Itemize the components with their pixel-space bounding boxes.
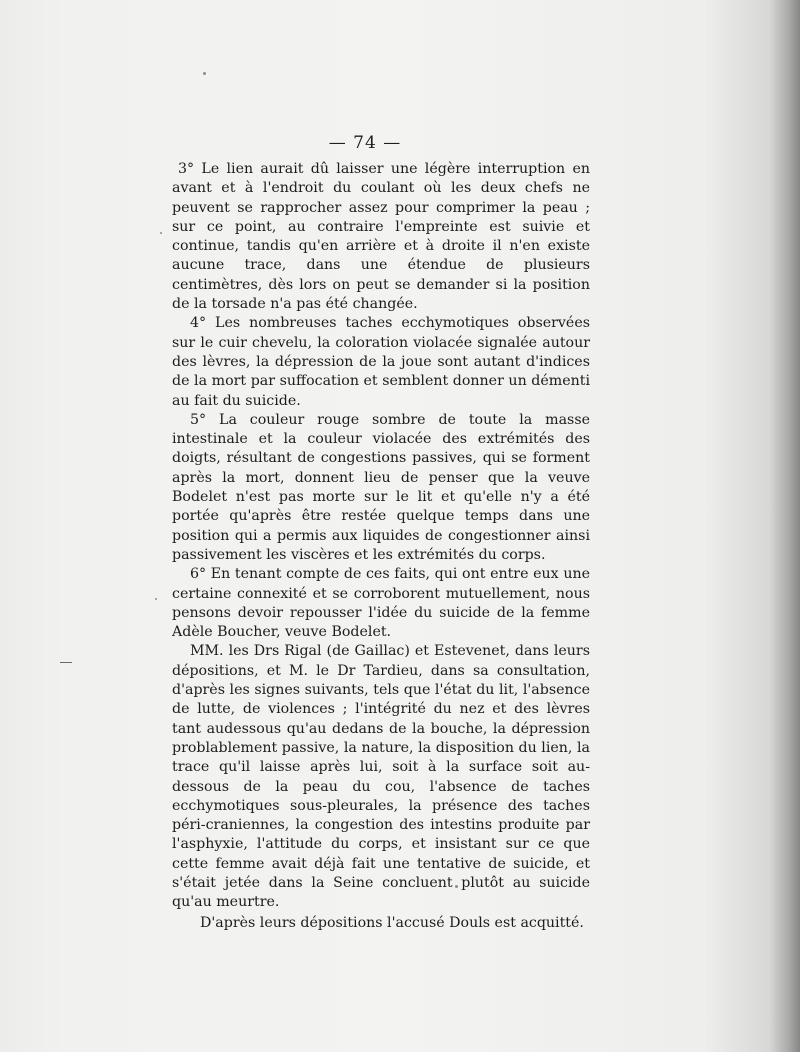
paragraph-3: 3° Le lien aurait dû laisser une légère interruption en avant et à l'endroit du coulant où les deux chefs ne peuvent se rapprocher assez pour comprimer la peau ; sur ce point, au contraire l'empreinte est suivie et continue, tandis qu'en arrière et à droite il n'en existe aucune trace, dans une étendue de plusieurs centimètres, dès lors on peut se demander si la position de la torsade n'a pas été changée.	[172, 161, 590, 313]
body-text	[172, 160, 590, 933]
paragraph-4: 4° Les nombreuses taches ecchymotiques observées sur le cuir chevelu, la coloration violacée signalée autour des lèvres, la dépression de la joue sont autant d'indices de la mort par suffocation et semblent donner un démenti au fait du suicide.	[172, 315, 590, 409]
page-edge-shadow	[770, 0, 800, 1052]
paragraph-5: 5° La couleur rouge sombre de toute la masse intestinale et la couleur violacée des extrémités des doigts, résultant de congestions passives, qui se forment après la mort, donnent lieu de penser que la veuve Bodelet n'est pas morte sur le lit et qu'elle n'y a été portée qu'après être restée quelque temps dans une position qui a permis aux liquides de congestionner ainsi passivement les viscères et les extrémités du corps.	[172, 411, 590, 563]
paper-speck	[160, 232, 162, 234]
paper-speck	[155, 598, 157, 600]
paper-speck	[203, 72, 206, 75]
paragraph-6: 6° En tenant compte de ces faits, qui ont entre eux une certaine connexité et se corroborent mutuellement, nous pensons devoir repousser l'idée du suicide de la femme Adèle Boucher, veuve Bodelet.	[172, 566, 590, 641]
paragraph-experts: MM. les Drs Rigal (de Gaillac) et Estevenet, dans leurs dépositions, et M. le Dr Tardieu, dans sa consultation, d'après les signes suivants, tels que l'état du lit, l'absence de lutte, de violences ; l'intégrité du nez et des lèvres tant audessous qu'au dedans de la bouche, la dépression problablement passive, la nature, la disposition du lien, la trace qu'il laisse après lui, soit à la surface soit au-dessous de la peau du cou, l'absence de taches ecchymotiques sous-pleurales, la présence des taches péri-craniennes, la congestion des intestins produite par l'asphyxie, l'attitude du corps, et insistant sur ce que cette femme avait déjà fait une tentative de suicide, et s'était jetée dans la Seine concluent plutôt au suicide qu'au meurtre.	[172, 643, 590, 911]
margin-mark	[60, 662, 72, 663]
paragraph-verdict: D'après leurs dépositions l'accusé Douls est acquitté.	[200, 914, 584, 931]
page-number: — 74 —	[328, 133, 402, 153]
